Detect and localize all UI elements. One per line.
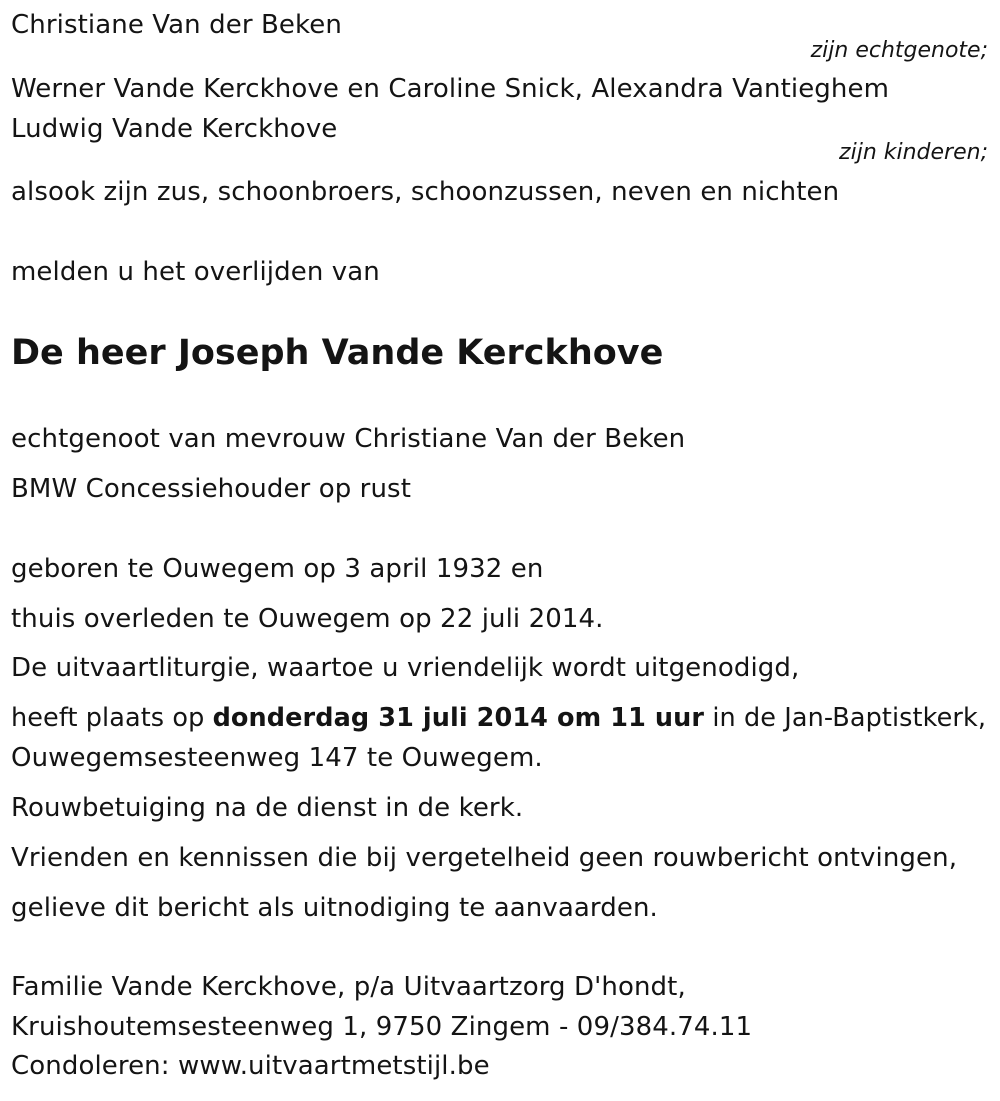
occupation-line: BMW Concessiehouder op rust [11, 474, 411, 504]
birth-line: geboren te Ouwegem op 3 april 1932 en [11, 554, 544, 584]
death-line: thuis overleden te Ouwegem op 22 juli 2014. [11, 604, 604, 634]
ceremony-line [11, 703, 986, 733]
ceremony-suffix: in de Jan-Baptistkerk, [704, 703, 987, 733]
spouse-of-line: echtgenoot van mevrouw Christiane Van der Beken [11, 424, 686, 454]
condolence-note: Rouwbetuiging na de dienst in de kerk. [11, 793, 524, 823]
contact-line-1: Familie Vande Kerckhove, p/a Uitvaartzorg D'hondt, [11, 972, 686, 1002]
contact-line-3: Condoleren: www.uitvaartmetstijl.be [11, 1051, 490, 1081]
contact-line-2: Kruishoutemsesteenweg 1, 9750 Zingem - 09/384.74.11 [11, 1012, 753, 1042]
ceremony-datetime: donderdag 31 juli 2014 om 11 uur [212, 703, 705, 733]
ceremony-address: Ouwegemsesteenweg 147 te Ouwegem. [11, 743, 543, 773]
relatives-line: alsook zijn zus, schoonbroers, schoonzussen, neven en nichten [11, 177, 840, 207]
children-role: zijn kinderen; [839, 140, 988, 165]
ceremony-prefix: heeft plaats op [11, 703, 213, 733]
spouse-role: zijn echtgenote; [810, 38, 988, 63]
deceased-name: De heer Joseph Vande Kerckhove [11, 333, 664, 373]
invitation-line-2: gelieve dit bericht als uitnodiging te aanvaarden. [11, 893, 658, 923]
spouse-name: Christiane Van der Beken [11, 10, 342, 40]
invitation-line-1: Vrienden en kennissen die bij vergetelheid geen rouwbericht ontvingen, [11, 843, 958, 873]
children-line-1: Werner Vande Kerckhove en Caroline Snick, Alexandra Vantieghem [11, 74, 889, 104]
announcement-intro: melden u het overlijden van [11, 257, 380, 287]
children-line-2: Ludwig Vande Kerckhove [11, 114, 338, 144]
liturgy-line: De uitvaartliturgie, waartoe u vriendelijk wordt uitgenodigd, [11, 653, 800, 683]
